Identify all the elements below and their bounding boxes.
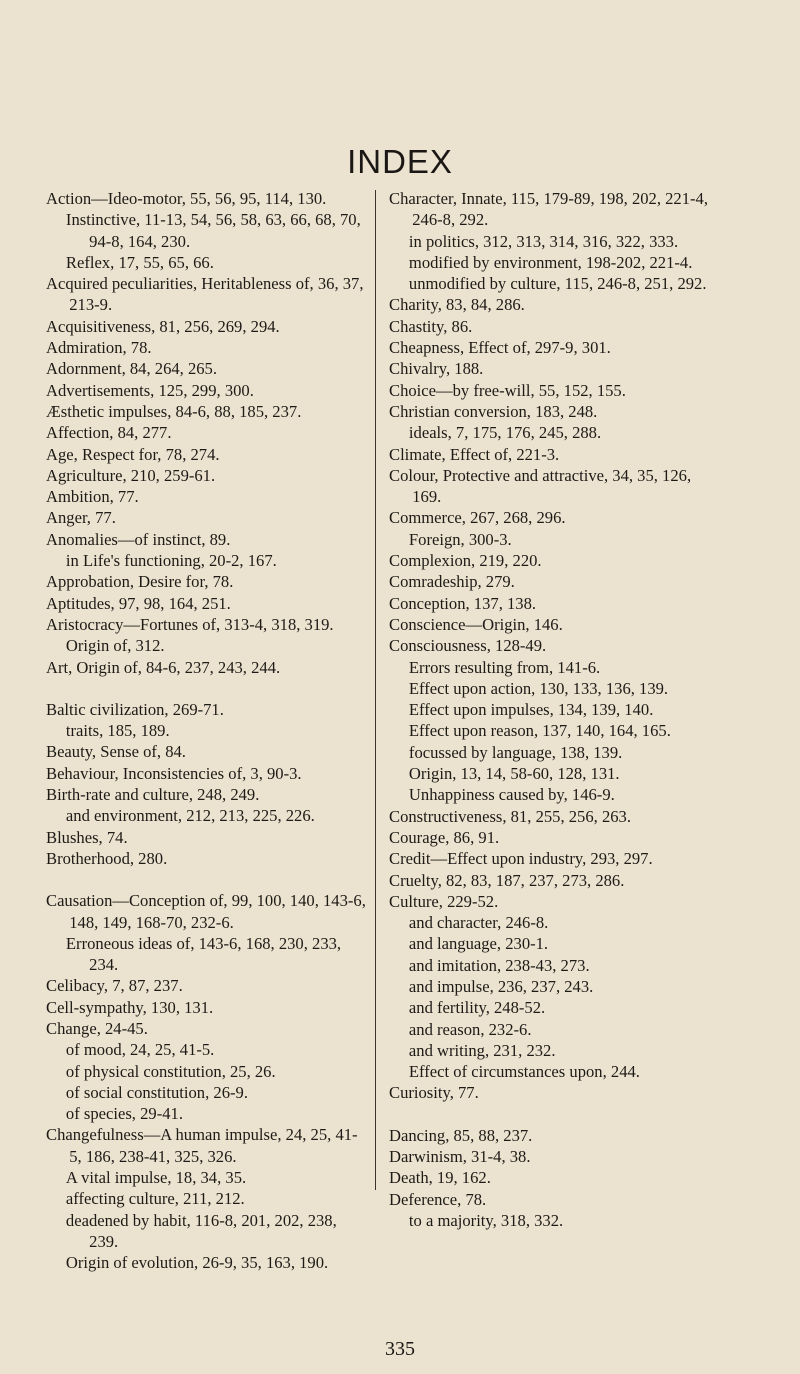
index-subentry: Instinctive, 11-13, 54, 56, 58, 63, 66, 68, 70, 94-8, 164, 230. <box>65 210 361 251</box>
index-entry: Curiosity, 77. <box>389 1083 479 1103</box>
index-subentry: Origin, 13, 14, 58-60, 128, 131. <box>408 764 620 784</box>
index-subentry: to a majority, 318, 332. <box>408 1210 564 1230</box>
index-entry: Adornment, 84, 264, 265. <box>46 359 217 379</box>
index-entry: Aristocracy—Fortunes of, 313-4, 318, 319. <box>46 614 334 634</box>
index-entry: Consciousness, 128-49. <box>389 636 547 656</box>
index-entry: Celibacy, 7, 87, 237. <box>46 976 183 996</box>
index-entry: Advertisements, 125, 299, 300. <box>46 380 254 400</box>
index-subentry: focussed by language, 138, 139. <box>408 742 623 762</box>
index-subentry: and character, 246-8. <box>408 913 549 933</box>
letter-group-gap <box>389 1104 717 1125</box>
index-subentry: Errors resulting from, 141-6. <box>408 657 601 677</box>
index-subentry: and reason, 232-6. <box>408 1019 532 1039</box>
index-entry: Acquired peculiarities, Heritableness of, 36, 37, 213-9. <box>46 274 364 315</box>
index-subentry: and language, 230-1. <box>408 934 549 954</box>
index-subentry: A vital impulse, 18, 34, 35. <box>65 1168 247 1188</box>
index-subentry: and impulse, 236, 237, 243. <box>408 976 594 996</box>
index-entry: Choice—by free-will, 55, 152, 155. <box>389 380 626 400</box>
index-entry: Death, 19, 162. <box>389 1168 491 1188</box>
index-entry: Acquisitiveness, 81, 256, 269, 294. <box>46 316 280 336</box>
index-subentry: unmodified by culture, 115, 246-8, 251, 292. <box>408 274 707 294</box>
index-entry: Cheapness, Effect of, 297-9, 301. <box>389 338 611 358</box>
index-entry: Colour, Protective and attractive, 34, 35, 126, 169. <box>389 465 692 507</box>
index-entry: Causation—Conception of, 99, 100, 140, 143-6, 148, 149, 168-70, 232-6. <box>46 891 366 932</box>
index-subentry: Origin of, 312. <box>65 636 165 656</box>
index-subentry: of social constitution, 26-9. <box>65 1082 248 1102</box>
index-subentry: and writing, 231, 232. <box>408 1040 556 1060</box>
index-entry: Æsthetic impulses, 84-6, 88, 185, 237. <box>46 401 302 421</box>
index-entry: Chivalry, 188. <box>389 359 484 379</box>
index-entry: Courage, 86, 91. <box>389 827 500 847</box>
index-entry: Beauty, Sense of, 84. <box>46 742 186 762</box>
index-entry: Blushes, 74. <box>46 827 128 847</box>
index-subentry: deadened by habit, 116-8, 201, 202, 238, 239. <box>65 1210 337 1251</box>
index-column-right <box>389 188 717 1231</box>
index-entry: Chastity, 86. <box>389 316 473 336</box>
index-entry: Aptitudes, 97, 98, 164, 251. <box>46 593 231 613</box>
index-entry: Cell-sympathy, 130, 131. <box>46 997 214 1017</box>
index-entry: Cruelty, 82, 83, 187, 237, 273, 286. <box>389 870 625 890</box>
index-subentry: affecting culture, 211, 212. <box>65 1189 245 1209</box>
index-subentry: Effect of circumstances upon, 244. <box>408 1062 640 1082</box>
letter-group-gap <box>46 678 368 699</box>
index-column-left <box>46 188 368 1274</box>
column-divider <box>375 190 376 1190</box>
index-entry: Changefulness—A human impulse, 24, 25, 41-5, 186, 238-41, 325, 326. <box>46 1125 358 1166</box>
index-entry: Action—Ideo-motor, 55, 56, 95, 114, 130. <box>46 189 327 208</box>
index-subentry: Reflex, 17, 55, 65, 66. <box>65 252 214 272</box>
index-entry: Conception, 137, 138. <box>389 593 537 613</box>
page-number: 335 <box>385 1338 415 1360</box>
page-title: INDEX <box>347 143 453 180</box>
index-entry: Christian conversion, 183, 248. <box>389 401 598 421</box>
index-subentry: of mood, 24, 25, 41-5. <box>65 1040 215 1060</box>
index-subentry: Foreign, 300-3. <box>408 529 512 549</box>
index-subentry: Erroneous ideas of, 143-6, 168, 230, 233, 234. <box>65 933 342 975</box>
index-subentry: ideals, 7, 175, 176, 245, 288. <box>408 423 602 443</box>
index-entry: Complexion, 219, 220. <box>389 551 542 571</box>
index-entry: Age, Respect for, 78, 274. <box>46 444 220 464</box>
index-entry: Darwinism, 31-4, 38. <box>389 1147 531 1167</box>
index-subentry: in Life's functioning, 20-2, 167. <box>65 551 277 571</box>
index-subentry: of physical constitution, 25, 26. <box>65 1061 276 1081</box>
index-entry: Anomalies—of instinct, 89. <box>46 529 231 549</box>
index-subentry: and environment, 212, 213, 225, 226. <box>65 806 315 826</box>
index-entry: Dancing, 85, 88, 237. <box>389 1125 533 1145</box>
index-subentry: Effect upon action, 130, 133, 136, 139. <box>408 678 669 698</box>
index-subentry: and imitation, 238-43, 273. <box>408 955 590 975</box>
index-entry: Agriculture, 210, 259-61. <box>46 465 216 485</box>
index-subentry: of species, 29-41. <box>65 1104 183 1124</box>
index-entry: Climate, Effect of, 221-3. <box>389 444 560 464</box>
index-entry: Behaviour, Inconsistencies of, 3, 90-3. <box>46 763 302 783</box>
index-entry: Anger, 77. <box>46 508 116 528</box>
index-subentry: traits, 185, 189. <box>65 721 170 741</box>
index-entry: Birth-rate and culture, 248, 249. <box>46 785 260 805</box>
index-entry: Deference, 78. <box>389 1189 487 1209</box>
index-entry: Affection, 84, 277. <box>46 423 172 443</box>
index-subentry: modified by environment, 198-202, 221-4. <box>408 252 693 272</box>
index-entry: Approbation, Desire for, 78. <box>46 572 234 592</box>
index-entry: Culture, 229-52. <box>389 891 499 911</box>
index-entry: Character, Innate, 115, 179-89, 198, 202, 221-4, 246-8, 292. <box>389 189 708 230</box>
index-subentry: Effect upon impulses, 134, 139, 140. <box>408 700 654 720</box>
index-subentry: Effect upon reason, 137, 140, 164, 165. <box>408 721 671 741</box>
index-subentry: and fertility, 248-52. <box>408 998 546 1018</box>
index-entry: Brotherhood, 280. <box>46 848 168 868</box>
index-entry: Admiration, 78. <box>46 338 152 358</box>
index-subentry: in politics, 312, 313, 314, 316, 322, 333. <box>408 231 679 251</box>
index-entry: Art, Origin of, 84-6, 237, 243, 244. <box>46 657 281 677</box>
index-subentry: Unhappiness caused by, 146-9. <box>408 785 615 805</box>
index-entry: Charity, 83, 84, 286. <box>389 295 525 315</box>
index-entry: Baltic civilization, 269-71. <box>46 699 224 719</box>
index-entry: Credit—Effect upon industry, 293, 297. <box>389 849 653 869</box>
index-entry: Commerce, 267, 268, 296. <box>389 508 566 528</box>
index-entry: Ambition, 77. <box>46 487 139 507</box>
index-entry: Comradeship, 279. <box>389 572 515 592</box>
index-subentry: Origin of evolution, 26-9, 35, 163, 190. <box>65 1253 329 1273</box>
index-entry: Change, 24-45. <box>46 1018 148 1038</box>
index-entry: Constructiveness, 81, 255, 256, 263. <box>389 806 631 826</box>
index-entry: Conscience—Origin, 146. <box>389 614 563 634</box>
letter-group-gap <box>46 869 368 890</box>
